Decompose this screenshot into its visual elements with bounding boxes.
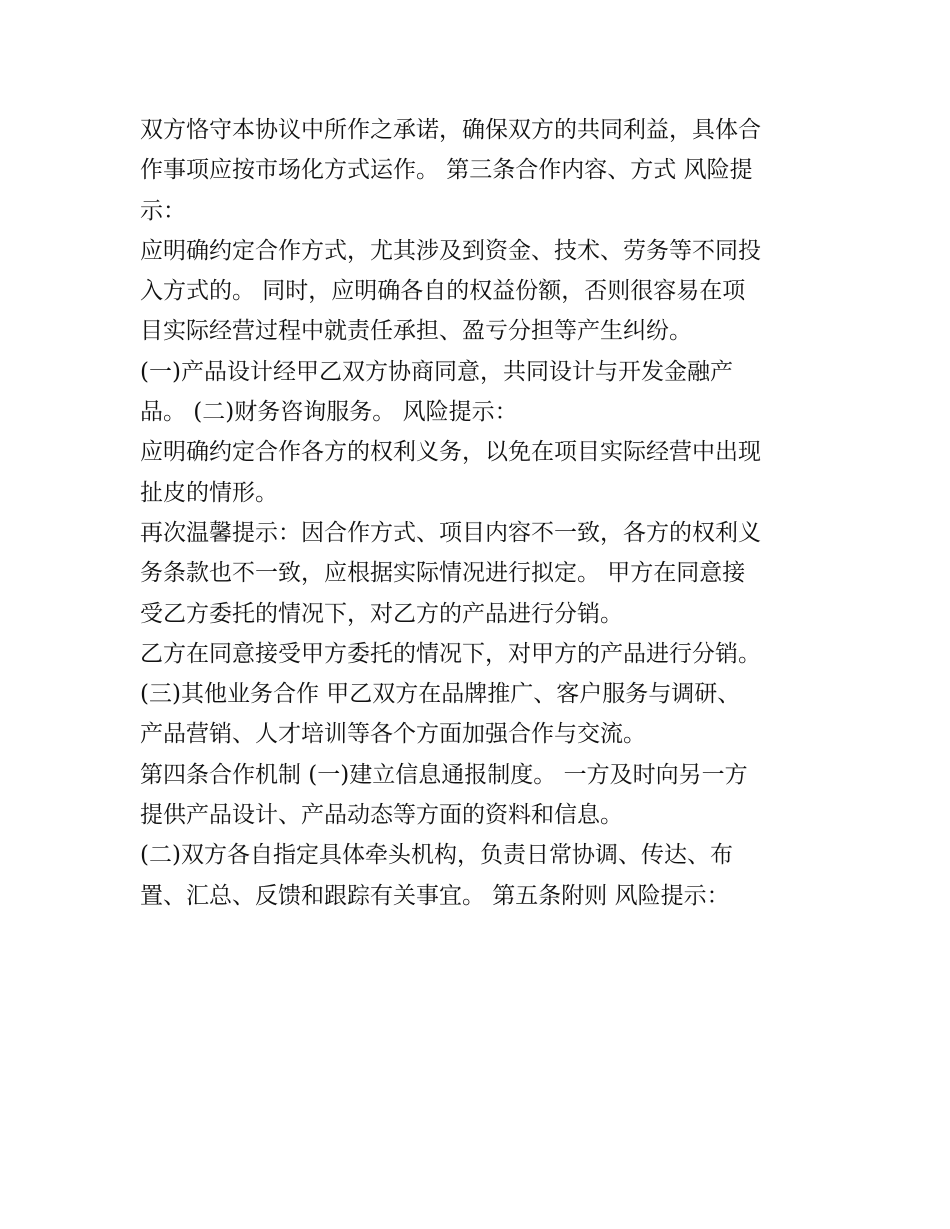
- text-line: 提供产品设计、产品动态等方面的资料和信息。: [140, 802, 623, 829]
- text-line: 品。 (二)财务咨询服务。 风险提示：: [140, 399, 518, 426]
- text-line: 第四条合作机制 (一)建立信息通报制度。 一方及时向另一方: [140, 761, 748, 788]
- document-body: [140, 110, 820, 916]
- text-line: (三)其他业务合作 甲乙双方在品牌推广、客户服务与调研、: [140, 681, 741, 708]
- text-line: 目实际经营过程中就责任承担、盈亏分担等产生纠纷。: [140, 318, 692, 345]
- text-line: 受乙方委托的情况下，对乙方的产品进行分销。: [140, 600, 623, 627]
- text-line: 乙方在同意接受甲方委托的情况下，对甲方的产品进行分销。: [140, 640, 761, 667]
- text-line: 扯皮的情形。: [140, 479, 278, 506]
- text-line: 示：: [140, 197, 186, 224]
- text-line: 再次温馨提示：因合作方式、项目内容不一致，各方的权利义: [140, 519, 761, 546]
- text-line: 务条款也不一致，应根据实际情况进行拟定。 甲方在同意接: [140, 560, 746, 587]
- text-line: 产品营销、人才培训等各个方面加强合作与交流。: [140, 721, 646, 748]
- text-line: 作事项应按市场化方式运作。 第三条合作内容、方式 风险提: [140, 157, 753, 184]
- text-line: 入方式的。 同时，应明确各自的权益份额，否则很容易在项: [140, 278, 746, 305]
- text-line: (二)双方各自指定具体牵头机构，负责日常协调、传达、布: [140, 842, 733, 869]
- text-line: (一)产品设计经甲乙双方协商同意，共同设计与开发金融产: [140, 358, 733, 385]
- text-line: 应明确约定合作各方的权利义务，以免在项目实际经营中出现: [140, 439, 761, 466]
- text-line: 应明确约定合作方式，尤其涉及到资金、技术、劳务等不同投: [140, 237, 761, 264]
- text-line: 置、汇总、反馈和跟踪有关事宜。 第五条附则 风险提示：: [140, 882, 730, 909]
- text-line: 双方恪守本协议中所作之承诺，确保双方的共同利益，具体合: [140, 117, 761, 143]
